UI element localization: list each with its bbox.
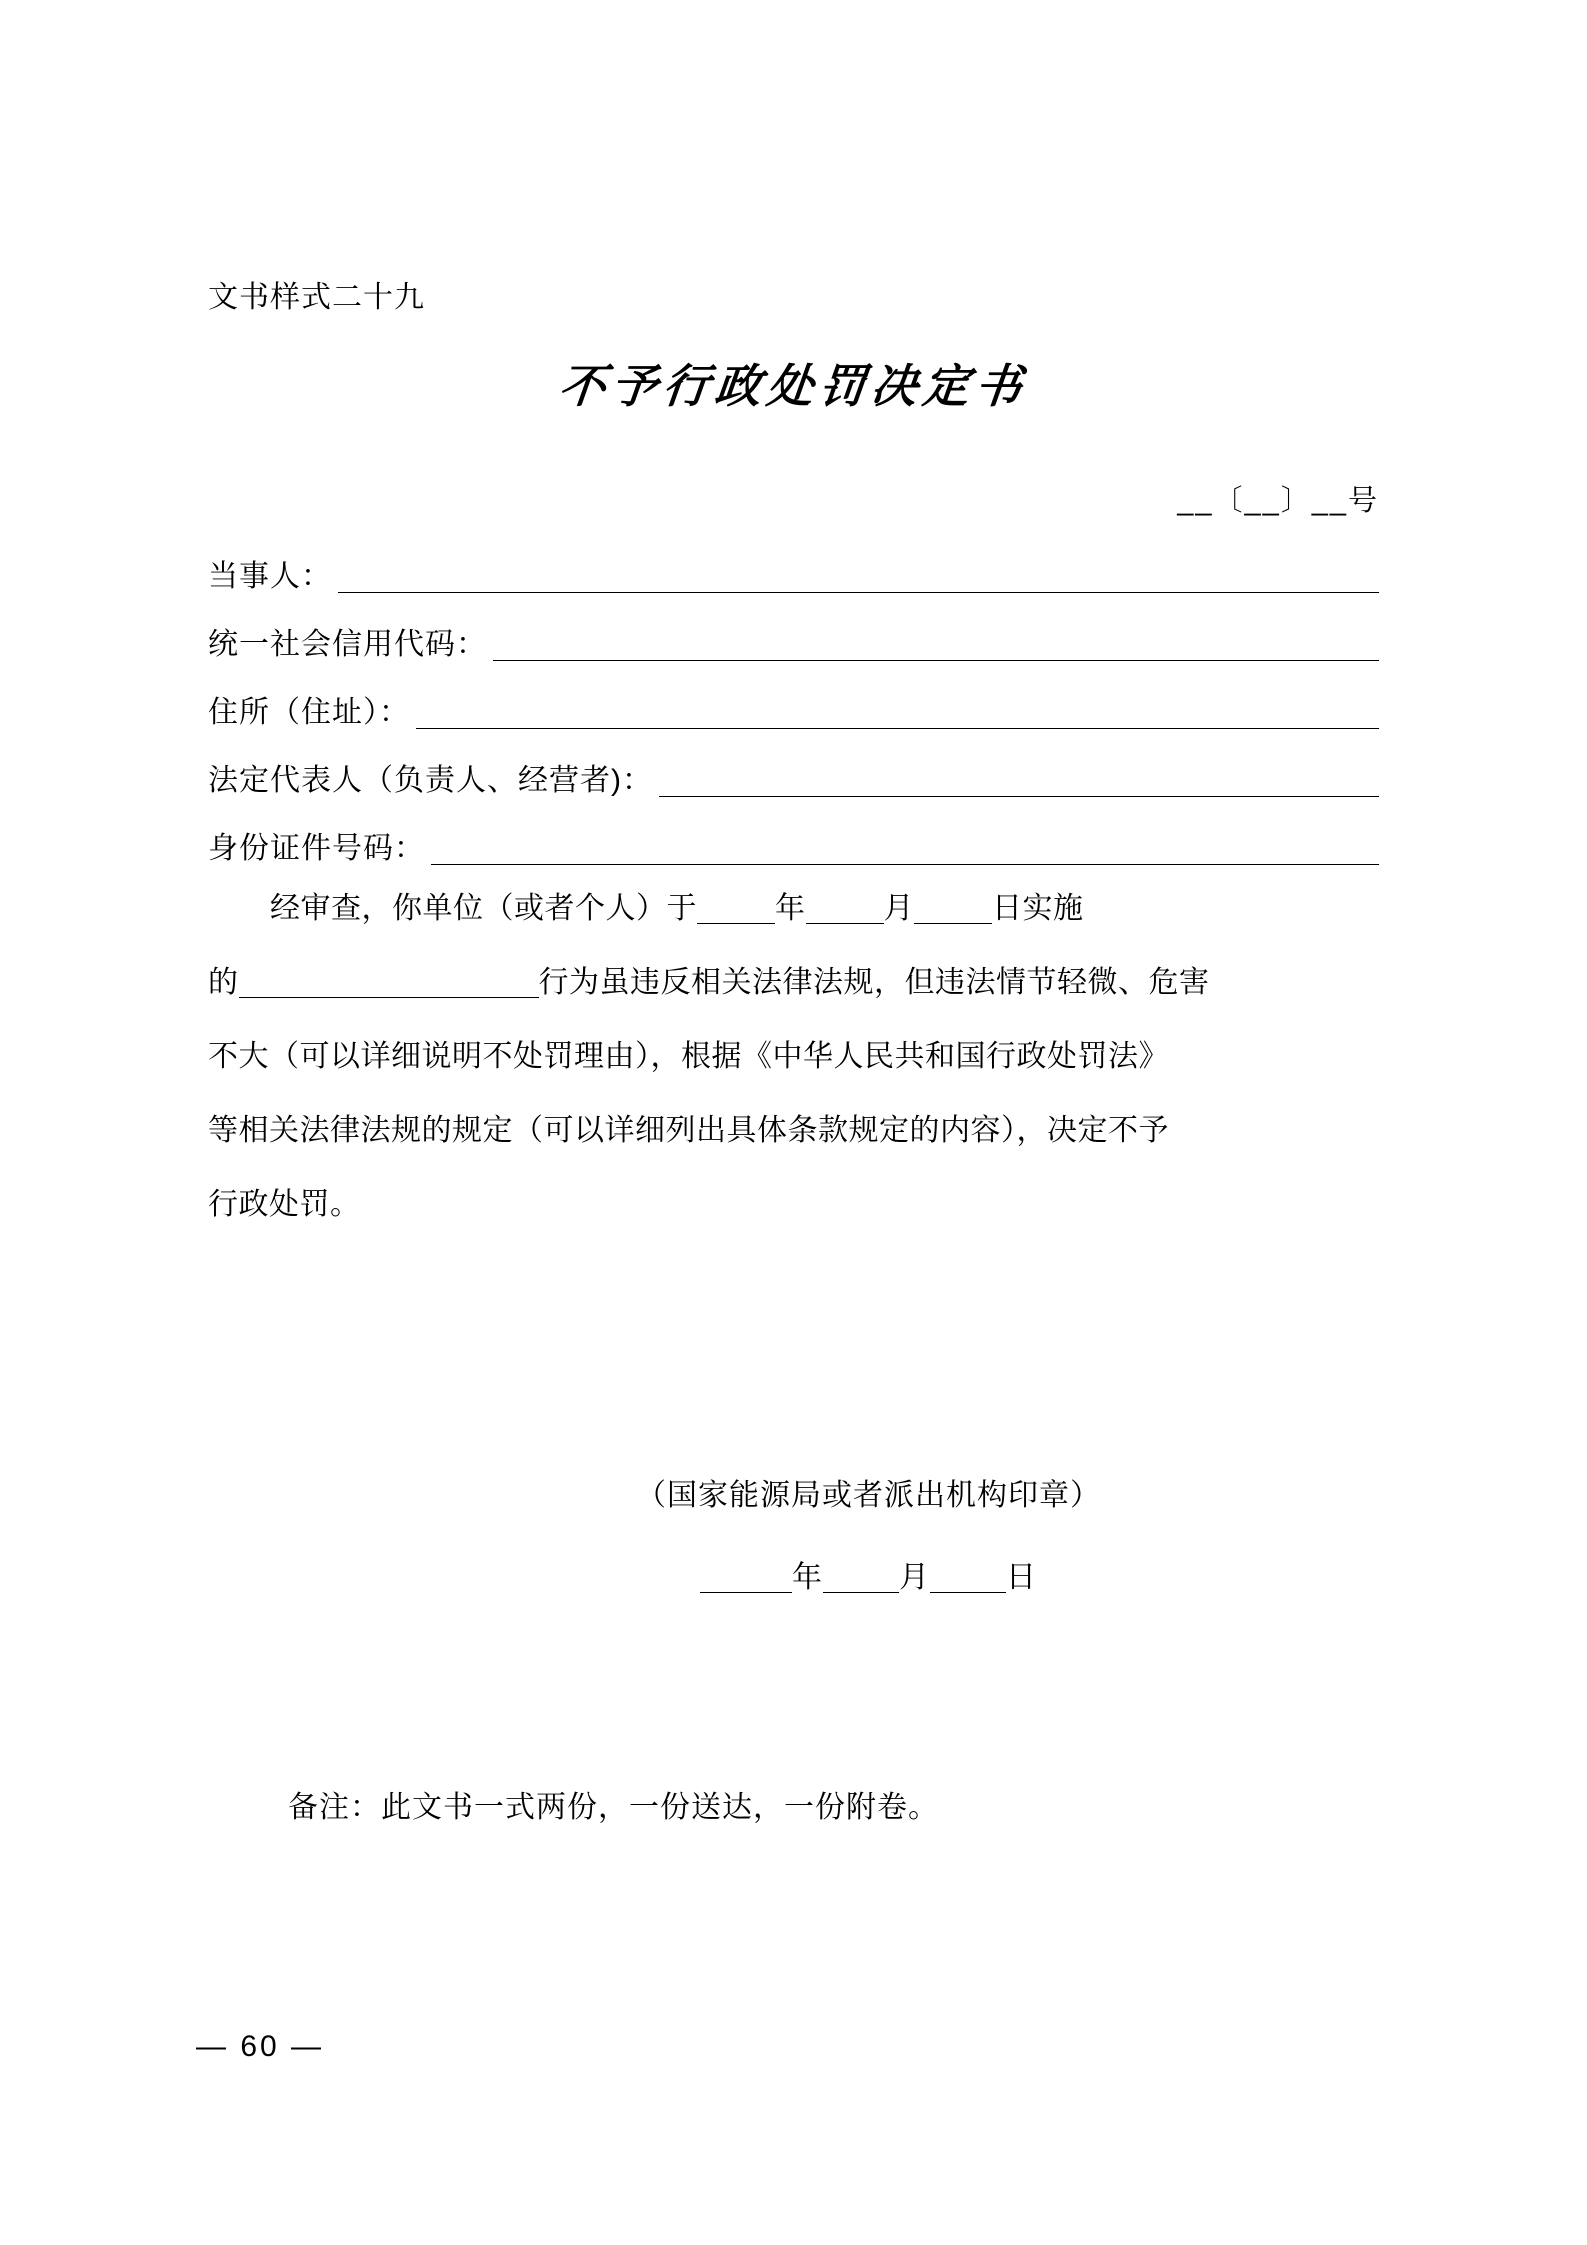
field-input-id-number[interactable] <box>431 834 1379 865</box>
day-blank[interactable] <box>914 923 992 924</box>
body-line-3: 不大（可以详细说明不处罚理由），根据《中华人民共和国行政处罚法》 <box>208 1040 1169 1073</box>
sign-day-label: 日 <box>1006 1561 1037 1594</box>
form-style-label: 文书样式二十九 <box>208 281 425 314</box>
conduct-blank[interactable] <box>239 997 539 998</box>
body-line-1-text-d: 日实施 <box>992 892 1084 925</box>
remark-note: 备注：此文书一式两份，一份送达，一份附卷。 <box>288 1791 939 1824</box>
sign-month-label: 月 <box>899 1561 930 1594</box>
body-line-2 <box>208 946 1382 1020</box>
field-id-number <box>208 832 1379 865</box>
body-line-1 <box>208 872 1382 946</box>
body-line-2-text-a: 的 <box>208 966 239 999</box>
field-input-address[interactable] <box>416 698 1379 729</box>
sign-month-blank[interactable] <box>823 1592 899 1593</box>
field-address <box>208 696 1379 729</box>
field-input-legal-representative[interactable] <box>659 766 1379 797</box>
field-credit-code <box>208 628 1379 661</box>
page-title: 不予行政处罚决定书 <box>556 361 1030 412</box>
year-blank[interactable] <box>697 923 775 924</box>
sign-year-blank[interactable] <box>700 1592 792 1593</box>
sign-year-label: 年 <box>792 1561 823 1594</box>
body-line-5: 行政处罚。 <box>208 1188 361 1221</box>
sign-day-blank[interactable] <box>930 1592 1006 1593</box>
field-input-party[interactable] <box>338 562 1379 593</box>
field-legal-representative <box>208 764 1379 797</box>
signature-date <box>0 1552 1587 1596</box>
body-line-1-text-a: 经审查，你单位（或者个人）于 <box>270 892 697 925</box>
page-number: — 60 — <box>196 2030 325 2063</box>
document-number: __〔__〕__号 <box>1177 485 1379 517</box>
field-label-party: 当事人： <box>208 560 332 593</box>
field-label-address: 住所（住址）： <box>208 696 410 729</box>
body-line-1-text-b: 年 <box>775 892 806 925</box>
seal-placeholder: （国家能源局或者派出机构印章） <box>636 1479 1101 1512</box>
field-label-legal-representative: 法定代表人（负责人、经营者)： <box>208 764 653 797</box>
body-line-1-text-c: 月 <box>883 892 914 925</box>
decision-body <box>208 872 1382 1242</box>
field-label-credit-code: 统一社会信用代码： <box>208 628 487 661</box>
field-party <box>208 560 1379 593</box>
body-line-2-text-b: 行为虽违反相关法律法规，但违法情节轻微、危害 <box>538 966 1210 999</box>
field-input-credit-code[interactable] <box>493 630 1379 661</box>
field-label-id-number: 身份证件号码： <box>208 832 425 865</box>
month-blank[interactable] <box>806 923 884 924</box>
body-line-4: 等相关法律法规的规定（可以详细列出具体条款规定的内容），决定不予 <box>208 1114 1169 1147</box>
